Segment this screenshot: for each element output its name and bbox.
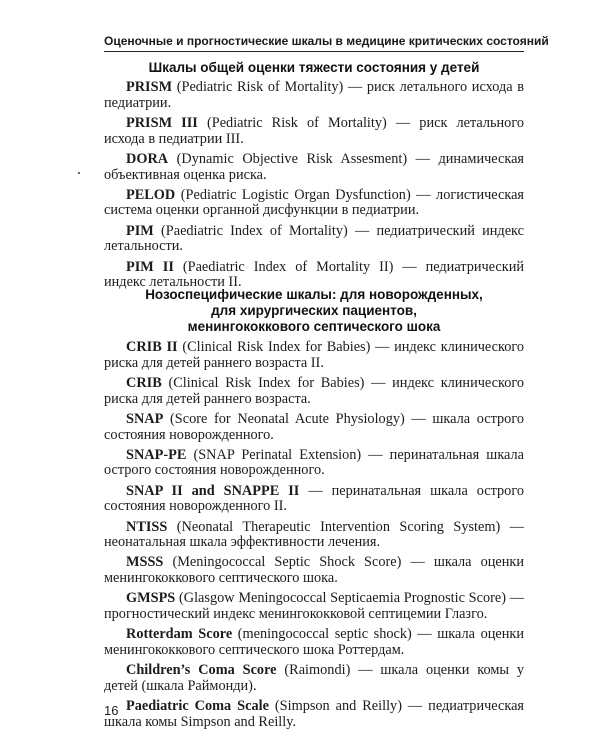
scale-description: (Pediatric Risk of Mortality) — риск летального исхода в педиатрии. (104, 79, 524, 111)
scale-abbreviation: SNAP (126, 410, 164, 427)
section-title-nosospecific (104, 287, 524, 335)
section-general-entries (104, 80, 524, 295)
scale-entry (104, 412, 524, 443)
scale-entry (104, 448, 524, 479)
scale-entry (104, 555, 524, 586)
scale-entry (104, 80, 524, 111)
scale-abbreviation: Paediatric Coma Scale (126, 698, 269, 715)
running-header: Оценочные и прогностические шкалы в медицине критических состояний (104, 34, 549, 48)
section-title-line: Шкалы общей оценки тяжести состояния у детей (148, 60, 480, 75)
scale-entry (104, 224, 524, 255)
scale-entry (104, 591, 524, 622)
scale-description: (Dynamic Objective Risk Assesment) — динамическая объективная оценка риска. (104, 150, 524, 183)
scale-description: (Pediatric Logistic Organ Dysfunction) — логистическая система оценки органной дисфункции в педиатрии. (104, 186, 524, 219)
scale-abbreviation: CRIB (126, 374, 162, 391)
scale-description: (Neonatal Therapeutic Intervention Scoring System) — неонатальная шкала эффективности лечения. (104, 518, 524, 551)
scale-description: (Clinical Risk Index for Babies) — индекс клинического риска для детей раннего возраста II. (104, 339, 525, 371)
scale-description: (Simpson and Reilly) — педиатрическая шкала комы Simpson and Reilly. (104, 698, 524, 730)
scale-abbreviation: PRISM (126, 79, 173, 95)
scale-abbreviation: MSSS (126, 554, 164, 571)
scale-abbreviation: DORA (126, 150, 169, 167)
scale-description: (Paediatric Index of Mortality) — педиатрический индекс летальности. (104, 222, 524, 255)
section-title-line: менингококкового септического шока (187, 319, 441, 334)
scale-description: (Paediatric Index of Mortality II) — педиатрический индекс летальности II. (104, 258, 524, 291)
scale-abbreviation: SNAP-PE (126, 446, 187, 463)
scale-abbreviation: GMSPS (126, 590, 176, 607)
section-title-line: для хирургических пациентов, (211, 303, 417, 318)
scale-description: (Score for Neonatal Acute Physiology) — шкала острого состояния новорожденного. (104, 410, 524, 443)
scale-abbreviation: Children’s Coma Score (126, 662, 277, 679)
header-rule (104, 51, 524, 52)
scale-entry (104, 188, 524, 219)
scale-entry (104, 484, 524, 515)
scale-entry (104, 627, 524, 658)
scale-description: (meningococcal septic shock) — шкала оценки менингококкового септического шока Роттердам. (104, 626, 524, 658)
scale-abbreviation: PIM II (126, 258, 174, 275)
scale-entry (104, 699, 524, 730)
scale-abbreviation: CRIB II (126, 339, 178, 355)
scale-description: (Raimondi) — шкала оценки комы у детей (шкала Раймонди). (104, 662, 524, 694)
scale-entry (104, 663, 524, 694)
scale-abbreviation: Rotterdam Score (126, 626, 233, 643)
scale-description: (Meningococcal Septic Shock Score) — шкала оценки менингококкового септического шока. (104, 554, 524, 587)
scale-entry (104, 152, 524, 183)
scale-description: — перинатальная шкала острого состояния новорожденного II. (104, 482, 524, 515)
scale-entry (104, 520, 524, 551)
scale-description: (Glasgow Meningococcal Septicaemia Prognostic Score) — прогностический индекс менингококковой септицемии Глазго. (104, 590, 524, 623)
scan-speck (78, 172, 80, 174)
scale-abbreviation: PIM (126, 222, 154, 239)
scale-abbreviation: SNAP II and SNAPPE II (126, 482, 300, 499)
section-title-line: Нозоспецифические шкалы: для новорожденных, (145, 287, 483, 302)
scale-abbreviation: NTISS (126, 518, 168, 535)
scale-abbreviation: PELOD (126, 186, 176, 203)
scale-description: (Pediatric Risk of Mortality) — риск летального исхода в педиатрии III. (104, 114, 524, 147)
section-nosospecific-entries (104, 340, 524, 735)
scale-entry (104, 340, 524, 371)
section-title-general (104, 60, 524, 76)
scale-description: (SNAP Perinatal Extension) — перинатальная шкала острого состояния новорожденного. (104, 446, 524, 479)
scale-entry (104, 376, 524, 407)
page-number: 16 (104, 703, 119, 718)
scale-description: (Clinical Risk Index for Babies) — индекс клинического риска для детей раннего возраста. (104, 374, 524, 407)
scale-abbreviation: PRISM III (126, 114, 198, 131)
scale-entry (104, 116, 524, 147)
